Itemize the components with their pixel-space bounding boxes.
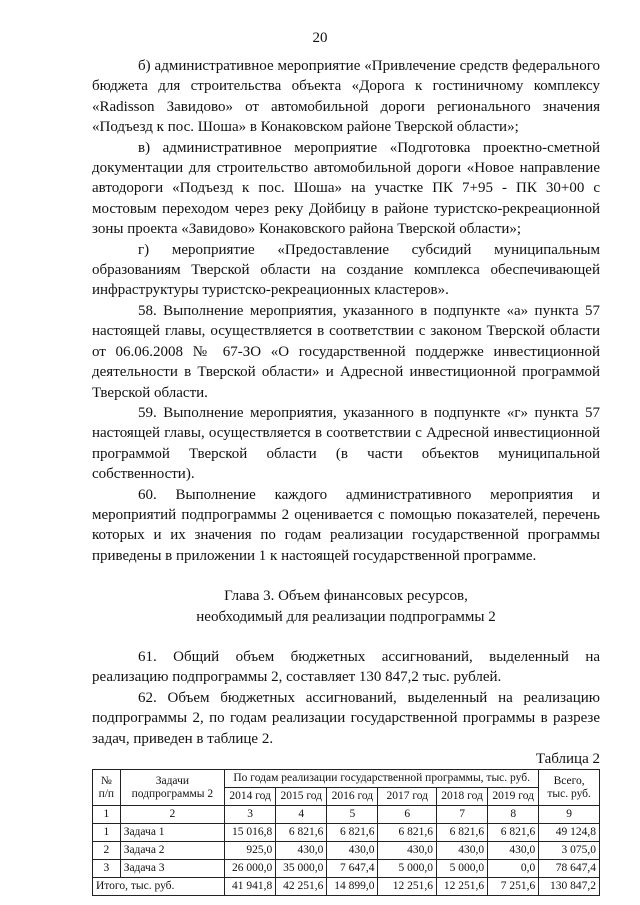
header-by-years: По годам реализации государственной программы, тыс. руб.: [225, 770, 539, 788]
row-task: Задача 2: [120, 842, 224, 860]
paragraph-58: 58. Выполнение мероприятия, указанного в подпункте «а» пункта 57 настоящей главы, осуществляется в соответствии с законом Тверской области от 06.06.2008 № 67-ЗО «О государственной поддержке инвестиционной деятельности в Тверской области» и Адресной инвестиционной программой Тверской области.: [92, 302, 600, 401]
row-total: 3 075,0: [539, 842, 600, 860]
row-value: 26 000,0: [225, 860, 276, 878]
paragraph-b: б) административное мероприятие «Привлечение средств федерального бюджета для строительства объекта «Дорога к гостиничному комплексу «Radisson Завидово» от автомобильной дороги регионального значения «Подъезд к пос. Шоша» в Конаковском районе Тверской области»;: [92, 58, 600, 136]
index-cell: 6: [378, 806, 437, 824]
row-task: Задача 3: [120, 860, 224, 878]
header-year: 2017 год: [378, 788, 437, 806]
row-num: 2: [93, 842, 121, 860]
document-body: [92, 56, 600, 896]
row-value: 0,0: [488, 860, 539, 878]
chapter-heading: [92, 586, 600, 627]
header-year: 2014 год: [225, 788, 276, 806]
row-value: 430,0: [378, 842, 437, 860]
row-value: 5 000,0: [378, 860, 437, 878]
row-task: Задача 1: [120, 824, 224, 842]
page-number: 20: [312, 30, 328, 46]
table-row: [93, 842, 600, 860]
row-value: 6 821,6: [437, 824, 488, 842]
row-num: 3: [93, 860, 121, 878]
row-value: 430,0: [327, 842, 378, 860]
row-value: 6 821,6: [276, 824, 327, 842]
paragraph-60: 60. Выполнение каждого административного мероприятия и мероприятий подпрограммы 2 оценивается с помощью показателей, перечень которых и их значения по годам реализации государственной программы приведены в приложении 1 к настоящей государственной программе.: [92, 486, 600, 564]
table-caption: Таблица 2: [535, 751, 600, 767]
row-value: 7 647,4: [327, 860, 378, 878]
index-cell: 1: [93, 806, 121, 824]
table-footer-row: [93, 878, 600, 896]
header-num: № п/п: [93, 770, 121, 806]
row-value: 6 821,6: [488, 824, 539, 842]
paragraph-59: 59. Выполнение мероприятия, указанного в подпункте «г» пункта 57 настоящей главы, осуществляется в соответствии с Адресной инвестиционной программой Тверской области (в части объектов муниципальной собственности).: [92, 404, 600, 483]
row-value: 430,0: [437, 842, 488, 860]
footer-value: 42 251,6: [276, 878, 327, 896]
paragraph-g: г) мероприятие «Предоставление субсидий муниципальным образованиям Тверской области на создание комплекса обеспечивающей инфраструктуры туристско-рекреационных кластеров».: [92, 241, 600, 299]
index-row: [93, 806, 600, 824]
row-value: 6 821,6: [327, 824, 378, 842]
paragraph-v: в) административное мероприятие «Подготовка проектно-сметной документации для строительство автомобильной дороги «Новое направление автодороги «Подъезд к пос. Шоша» на участке ПК 7+95 - ПК 30+00 с мостовым переходом через реку Дойбицу в районе туристско-рекреационной зоны проекта «Завидово» Конаковского района Тверской области»;: [92, 139, 600, 238]
header-total: Всего, тыс. руб.: [539, 770, 600, 806]
footer-label: Итого, тыс. руб.: [93, 878, 225, 896]
chapter-title-line1: Глава 3. Объем финансовых ресурсов,: [224, 588, 468, 605]
funding-table: [92, 769, 600, 896]
header-year: 2019 год: [488, 788, 539, 806]
table-row: [93, 824, 600, 842]
row-value: 430,0: [276, 842, 327, 860]
header-year: 2015 год: [276, 788, 327, 806]
row-value: 430,0: [488, 842, 539, 860]
index-cell: 9: [539, 806, 600, 824]
footer-value: 12 251,6: [437, 878, 488, 896]
index-cell: 5: [327, 806, 378, 824]
footer-value: 12 251,6: [378, 878, 437, 896]
row-total: 78 647,4: [539, 860, 600, 878]
header-year: 2018 год: [437, 788, 488, 806]
row-value: 15 016,8: [225, 824, 276, 842]
table-header-row: [93, 770, 600, 788]
header-year: 2016 год: [327, 788, 378, 806]
footer-total: 130 847,2: [539, 878, 600, 896]
row-num: 1: [93, 824, 121, 842]
paragraph-61: 61. Общий объем бюджетных ассигнований, выделенный на реализацию подпрограммы 2, составляет 130 847,2 тыс. рублей.: [92, 648, 600, 686]
footer-value: 7 251,6: [488, 878, 539, 896]
index-cell: 3: [225, 806, 276, 824]
index-cell: 2: [120, 806, 224, 824]
index-cell: 8: [488, 806, 539, 824]
row-value: 925,0: [225, 842, 276, 860]
paragraph-62: 62. Объем бюджетных ассигнований, выделенный на реализацию подпрограммы 2, по годам реализации государственной программы в разрезе задач, приведен в таблице 2.: [92, 689, 600, 747]
index-cell: 7: [437, 806, 488, 824]
footer-value: 14 899,0: [327, 878, 378, 896]
row-value: 5 000,0: [437, 860, 488, 878]
footer-value: 41 941,8: [225, 878, 276, 896]
row-total: 49 124,8: [539, 824, 600, 842]
header-task: Задачи подпрограммы 2: [120, 770, 224, 806]
row-value: 35 000,0: [276, 860, 327, 878]
table-row: [93, 860, 600, 878]
row-value: 6 821,6: [378, 824, 437, 842]
index-cell: 4: [276, 806, 327, 824]
chapter-title-line2: необходимый для реализации подпрограммы 2: [196, 608, 496, 625]
